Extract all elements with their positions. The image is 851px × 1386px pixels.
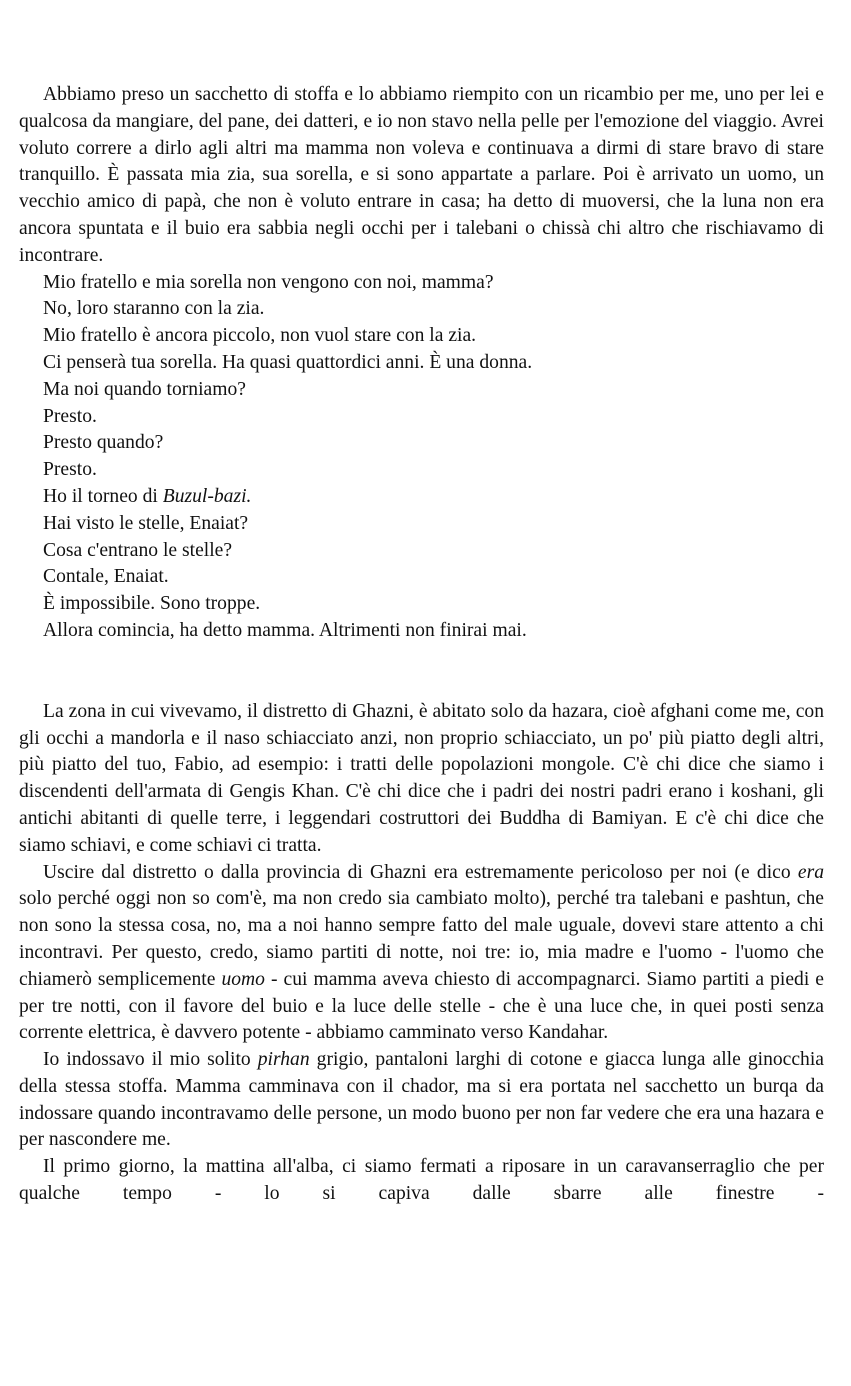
- dialogue-line: Ma noi quando torniamo?: [43, 378, 246, 400]
- dialogue-line: Cosa c'entrano le stelle?: [43, 539, 233, 561]
- dialogue-line: È impossibile. Sono troppe.: [43, 593, 261, 615]
- dialogue-line: No, loro staranno con la zia.: [43, 298, 265, 320]
- dialogue-line: Mio fratello è ancora piccolo, non vuol stare con la zia.: [43, 325, 477, 347]
- dialogue-line: Contale, Enaiat.: [43, 566, 169, 588]
- italic-term: uomo: [221, 968, 265, 990]
- dialogue-line: Presto quando?: [43, 432, 164, 454]
- dialogue-line-torneo: [19, 484, 824, 511]
- dialogue-line: Hai visto le stelle, Enaiat?: [43, 512, 249, 534]
- text-run: - cui mamma aveva chiesto di accompagnarci. Siamo partiti a piedi e per tre notti, con il favore del buio e la luce delle stelle - che è una luce che, in quei posti senza corrente elettrica, è davvero potente - abbiamo camminato verso Kandahar.: [19, 968, 824, 1044]
- dialogue-line: Mio fratello e mia sorella non vengono con noi, mamma?: [43, 271, 494, 293]
- paragraph-leaving: [19, 860, 824, 1048]
- dialogue-line: Presto.: [43, 405, 97, 427]
- text-run: Uscire dal distretto o dalla provincia di Ghazni era estremamente pericoloso per noi (e dico: [43, 861, 798, 883]
- text-run: grigio, pantaloni larghi di cotone e giacca lunga alle ginocchia della stessa stoffa. Mamma camminava con il chador, ma si era portata nel sacchetto un burqa da indossare quando incontravamo delle persone, un modo buono per non far vedere che era una hazara e per nascondere me.: [19, 1049, 824, 1151]
- text-run: Io indossavo il mio solito: [43, 1049, 258, 1071]
- paragraph-clothing: [19, 1047, 824, 1154]
- italic-term: pirhan: [257, 1049, 310, 1071]
- italic-term: era: [797, 861, 824, 883]
- paragraph-ghazni: La zona in cui vivevamo, il distretto di Ghazni, è abitato solo da hazara, cioè afghani come me, con gli occhi a mandorla e il naso schiacciato anzi, non proprio schiacciato, un po' più piatto degli altri, più piatto del tuo, Fabio, ad esempio: i tratti delle popolazioni mongole. C'è chi dice che siamo i discendenti dell'armata di Gengis Khan. C'è chi dice che i padri dei nostri padri erano i koshani, gli antichi abitanti di quelle terre, i leggendari costruttori dei Buddha di Bamiyan. E c'è chi dice che siamo schiavi, e come schiavi ci tratta.: [19, 700, 824, 856]
- dialogue-line: Ci penserà tua sorella. Ha quasi quattordici anni. È una donna.: [43, 351, 533, 373]
- paragraph-departure: Abbiamo preso un sacchetto di stoffa e lo abbiamo riempito con un ricambio per me, uno per lei e qualcosa da mangiare, del pane, dei datteri, e io non stavo nella pelle per l'emozione del viaggio. Avrei voluto correre a dirlo agli altri ma mamma non voleva e continuava a dirmi di stare bravo di stare tranquillo. È passata mia zia, sua sorella, e si sono appartate a parlare. Poi è arrivato un uomo, un vecchio amico di papà, che non è voluto entrare in casa; ha detto di muoversi, che la luna non era ancora spuntata e il buio era sabbia negli occhi per i talebani o chissà chi altro che rischiavamo di incontrare.: [19, 84, 824, 266]
- text-run: solo perché oggi non so com'è, ma non credo sia cambiato molto), perché tra talebani e pashtun, che non sono la stessa cosa, no, ma a noi hanno sempre fatto del male uguale, dovevi stare attento a chi incontravi. Per questo, credo, siamo partiti di notte, noi tre: io, mia madre e l'uomo - l'uomo che chiamerò semplicemente: [19, 888, 824, 990]
- dialogue-line: Presto.: [43, 459, 97, 481]
- section-break: [19, 645, 824, 699]
- book-page: [19, 82, 824, 1208]
- dialogue-line: Allora comincia, ha detto mamma. Altrimenti non finirai mai.: [43, 619, 527, 641]
- italic-term: Buzul-bazi.: [162, 485, 252, 507]
- paragraph-first-day: Il primo giorno, la mattina all'alba, ci siamo fermati a riposare in un caravanserraglio che per qualche tempo - lo si capiva dalle sbarre alle finestre -: [19, 1156, 824, 1205]
- dialogue-text: Ho il torneo di: [43, 485, 163, 507]
